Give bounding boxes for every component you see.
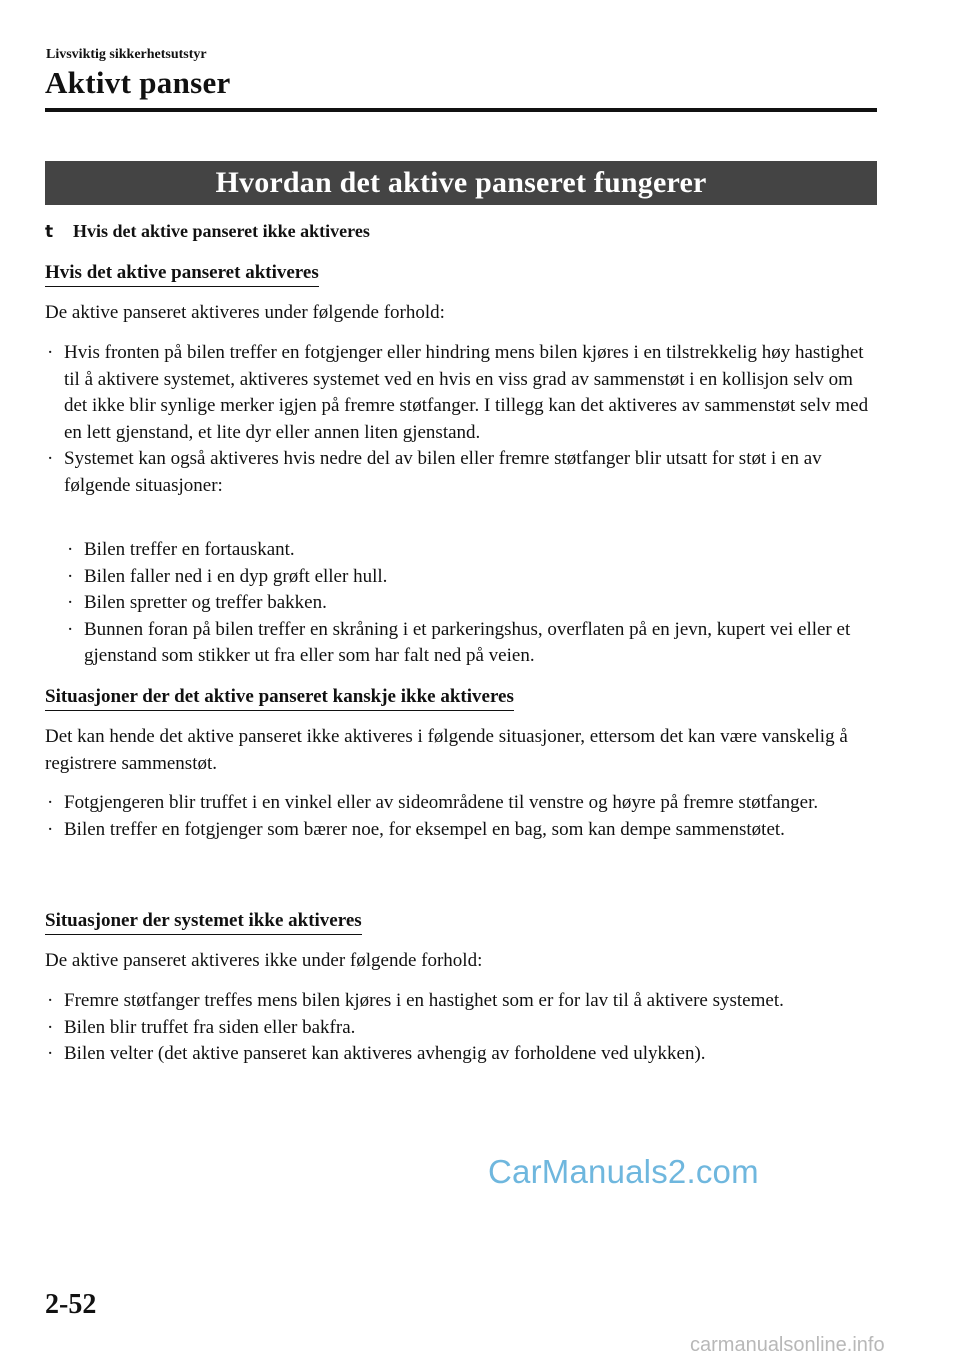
list-item bbox=[45, 790, 877, 817]
section-heading-activated: Hvis det aktive panseret aktiveres bbox=[45, 261, 319, 287]
page-number: 2-52 bbox=[45, 1289, 97, 1320]
list-item-text: Bilen faller ned i en dyp grøft eller hull. bbox=[84, 565, 388, 587]
bullet-icon: · bbox=[67, 539, 74, 560]
list-item-text: Bilen spretter og treffer bakken. bbox=[84, 592, 327, 613]
list-item bbox=[65, 564, 877, 591]
section-intro-not-activate: De aktive panseret aktiveres ikke under følgende forhold: bbox=[45, 950, 483, 971]
list-item-text: Systemet kan også aktiveres hvis nedre del av bilen eller fremre støtfanger blir utsatt for støt i en av følgende situasjoner: bbox=[64, 448, 822, 496]
list-item bbox=[45, 446, 877, 499]
sub-bullet-list-situations bbox=[65, 537, 877, 670]
bullet-icon: · bbox=[47, 342, 54, 363]
list-item-text: Bilen blir truffet fra siden eller bakfra. bbox=[64, 1016, 356, 1038]
section-banner: Hvordan det aktive panseret fungerer bbox=[45, 161, 877, 205]
bullet-icon: · bbox=[47, 1016, 54, 1038]
list-item bbox=[45, 1015, 877, 1042]
footer-site-text: carmanualsonline.info bbox=[690, 1334, 885, 1356]
watermark: CarManuals2.com bbox=[488, 1153, 759, 1190]
bullet-icon: · bbox=[47, 448, 54, 469]
list-item-text: Fremre støtfanger treffes mens bilen kjøres i en hastighet som er for lav til å aktivere systemet. bbox=[64, 990, 784, 1011]
bullet-list-may-not-activate bbox=[45, 790, 877, 843]
header-divider bbox=[45, 108, 877, 112]
list-item bbox=[65, 590, 877, 617]
list-item-text: Bilen treffer en fortauskant. bbox=[84, 539, 295, 560]
bullet-icon: · bbox=[47, 792, 54, 813]
list-item-text: Bilen velter (det aktive panseret kan aktiveres avhengig av forholdene ved ulykken). bbox=[64, 1043, 706, 1064]
section-intro-activated: De aktive panseret aktiveres under følgende forhold: bbox=[45, 302, 445, 323]
bullet-list-activated bbox=[45, 340, 877, 499]
list-item-text: Fotgjengeren blir truffet i en vinkel eller av sideområdene til venstre og høyre på fremre støtfanger. bbox=[64, 792, 819, 813]
list-item-text: Bilen treffer en fotgjenger som bærer noe, for eksempel en bag, som kan dempe sammenstøtet. bbox=[64, 818, 785, 840]
bullet-icon: · bbox=[47, 1043, 54, 1064]
list-item bbox=[45, 1041, 877, 1068]
list-item bbox=[65, 617, 877, 670]
subheading-text: Hvis det aktive panseret ikke aktiveres bbox=[73, 221, 370, 241]
list-item bbox=[45, 988, 877, 1015]
list-item bbox=[65, 537, 877, 564]
breadcrumb: Livsviktig sikkerhetsutstyr bbox=[46, 47, 207, 62]
section-heading-not-activate: Situasjoner der systemet ikke aktiveres bbox=[45, 909, 362, 935]
section-intro-may-not-activate: Det kan hende det aktive panseret ikke aktiveres i følgende situasjoner, ettersom det kan være vanskelig å registrere sammenstøt. bbox=[45, 726, 848, 774]
subheading bbox=[45, 219, 370, 244]
bullet-icon: · bbox=[67, 618, 74, 640]
bullet-icon: · bbox=[67, 592, 74, 613]
list-item bbox=[45, 340, 877, 446]
page-title: Aktivt panser bbox=[45, 65, 231, 100]
bullet-list-not-activate bbox=[45, 988, 877, 1068]
subheading-marker-icon: t bbox=[45, 222, 54, 242]
bullet-icon: · bbox=[67, 565, 74, 587]
list-item bbox=[45, 817, 877, 844]
list-item-text: Bunnen foran på bilen treffer en skråning i et parkeringshus, overflaten på en jevn, kupert vei eller et gjenstand som stikker ut fra eller som har falt ned på veien. bbox=[84, 618, 851, 666]
bullet-icon: · bbox=[47, 990, 54, 1011]
list-item-text: Hvis fronten på bilen treffer en fotgjenger eller hindring mens bilen kjøres i en tilstrekkelig høy hastighet til å aktivere systemet, aktiveres systemet ved en hvis en viss grad av sammenstøt i en kollisjon selv om det ikke blir synlige merker igjen på fremre støtfanger. I tillegg kan det aktiveres av sammenstøt selv med en lett gjenstand, et lite dyr eller annen liten gjenstand. bbox=[64, 342, 869, 443]
section-heading-may-not-activate: Situasjoner der det aktive panseret kanskje ikke aktiveres bbox=[45, 685, 514, 711]
bullet-icon: · bbox=[47, 818, 54, 840]
